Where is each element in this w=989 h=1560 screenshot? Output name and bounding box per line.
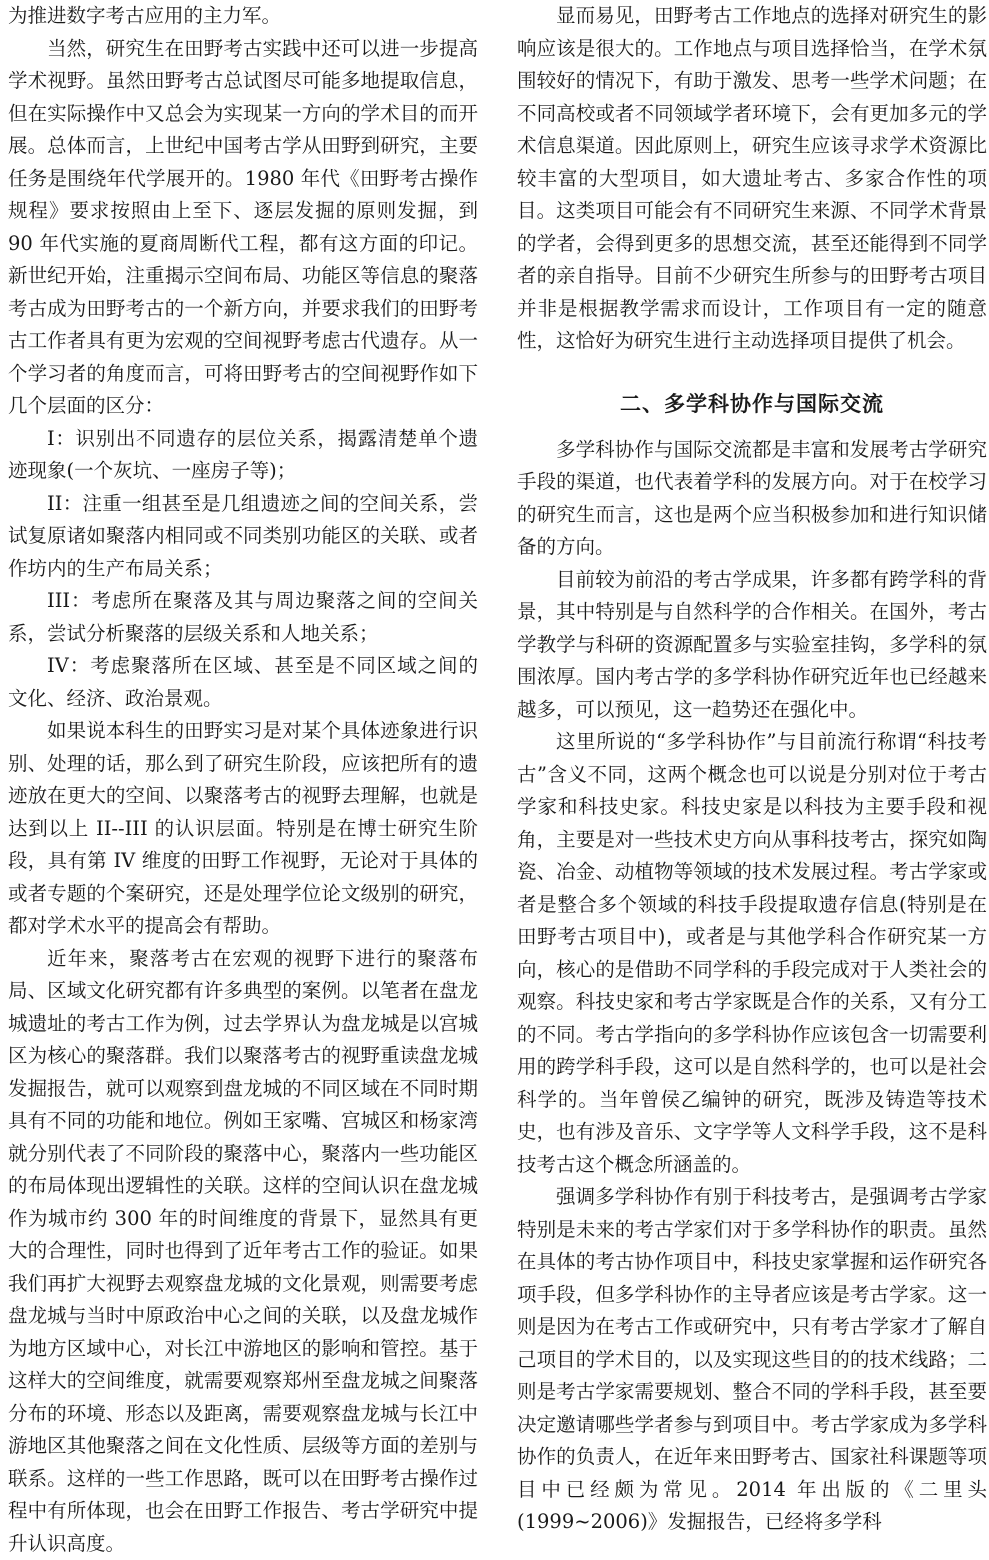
- left-text-column: [8, 0, 478, 1560]
- list-item: IV：考虑聚落所在区域、甚至是不同区域之间的文化、经济、政治景观。: [8, 650, 478, 715]
- list-item: I：识别出不同遗存的层位关系，揭露清楚单个遗迹现象(一个灰坑、一座房子等)；: [8, 423, 478, 488]
- paragraph: 如果说本科生的田野实习是对某个具体迹象进行识别、处理的话，那么到了研究生阶段，应该把所有的遗迹放在更大的空间、以聚落考古的视野去理解，也就是达到以上 II--III 的认识层面。特别是在博士研究生阶段，具有第 IV 维度的田野工作视野，无论对于具体的或者专题的个案研究，还是处理学位论文级别的研究，都对学术水平的提高会有帮助。: [8, 715, 478, 943]
- paragraph: 这里所说的“多学科协作”与目前流行称谓“科技考古”含义不同，这两个概念也可以说是分别对位于考古学家和科技史家。科技史家是以科技为主要手段和视角，主要是对一些技术史方向从事科技考古，探究如陶瓷、冶金、动植物等领域的技术发展过程。考古学家或者是整合多个领域的科技手段提取遗存信息(特别是在田野考古项目中)，或者是与其他学科合作研究某一方向，核心的是借助不同学科的手段完成对于人类社会的观察。科技史家和考古学家既是合作的关系，又有分工的不同。考古学指向的多学科协作应该包含一切需要利用的跨学科手段，这可以是自然科学的，也可以是社会科学的。当年曾侯乙编钟的研究，既涉及铸造等技术史，也有涉及音乐、文字学等人文科学手段，这不是科技考古这个概念所涵盖的。: [517, 726, 987, 1181]
- paragraph: 目前较为前沿的考古学成果，许多都有跨学科的背景，其中特别是与自然科学的合作相关。在国外，考古学教学与科研的资源配置多与实验室挂钩，多学科的氛围浓厚。国内考古学的多学科协作研究近年也已经越来越多，可以预见，这一趋势还在强化中。: [517, 564, 987, 727]
- section-heading: 二、多学科协作与国际交流: [517, 388, 987, 420]
- list-item: II：注重一组甚至是几组遗迹之间的空间关系，尝试复原诸如聚落内相同或不同类别功能区的关联、或者作坊内的生产布局关系；: [8, 488, 478, 586]
- right-text-column: [517, 0, 987, 1539]
- paragraph: 当然，研究生在田野考古实践中还可以进一步提高学术视野。虽然田野考古总试图尽可能多地提取信息，但在实际操作中又总会为实现某一方向的学术目的而开展。总体而言，上世纪中国考古学从田野到研究，主要任务是围绕年代学展开的。1980 年代《田野考古操作规程》要求按照由上至下、逐层发掘的原则发掘，到 90 年代实施的夏商周断代工程，都有这方面的印记。新世纪开始，注重揭示空间布局、功能区等信息的聚落考古成为田野考古的一个新方向，并要求我们的田野考古工作者具有更为宏观的空间视野考虑古代遗存。从一个学习者的角度而言，可将田野考古的空间视野作如下几个层面的区分：: [8, 33, 478, 423]
- paragraph: 近年来，聚落考古在宏观的视野下进行的聚落布局、区域文化研究都有许多典型的案例。以笔者在盘龙城遗址的考古工作为例，过去学界认为盘龙城是以宫城区为核心的聚落群。我们以聚落考古的视野重读盘龙城发掘报告，就可以观察到盘龙城的不同区域在不同时期具有不同的功能和地位。例如王家嘴、宫城区和杨家湾就分别代表了不同阶段的聚落中心，聚落内一些功能区的布局体现出逻辑性的关联。这样的空间认识在盘龙城作为城市约 300 年的时间维度的背景下，显然具有更大的合理性，同时也得到了近年考古工作的验证。如果我们再扩大视野去观察盘龙城的文化景观，则需要考虑盘龙城与当时中原政治中心之间的关联，以及盘龙城作为地方区域中心，对长江中游地区的影响和管控。基于这样大的空间维度，就需要观察郑州至盘龙城之间聚落分布的环境、形态以及距离，需要观察盘龙城与长江中游地区其他聚落之间在文化性质、层级等方面的差别与联系。这样的一些工作思路，既可以在田野考古操作过程中有所体现，也会在田野工作报告、考古学研究中提升认识高度。: [8, 943, 478, 1560]
- paragraph: 为推进数字考古应用的主力军。: [8, 0, 478, 33]
- paragraph: 显而易见，田野考古工作地点的选择对研究生的影响应该是很大的。工作地点与项目选择恰当，在学术氛围较好的情况下，有助于激发、思考一些学术问题；在不同高校或者不同领域学者环境下，会有更加多元的学术信息渠道。因此原则上，研究生应该寻求学术资源比较丰富的大型项目，如大遗址考古、多家合作性的项目。这类项目可能会有不同研究生来源、不同学术背景的学者，会得到更多的思想交流，甚至还能得到不同学者的亲自指导。目前不少研究生所参与的田野考古项目并非是根据教学需求而设计，工作项目有一定的随意性，这恰好为研究生进行主动选择项目提供了机会。: [517, 0, 987, 358]
- right-column-bottom-section: [517, 434, 987, 1539]
- paragraph: 多学科协作与国际交流都是丰富和发展考古学研究手段的渠道，也代表着学科的发展方向。对于在校学习的研究生而言，这也是两个应当积极参加和进行知识储备的方向。: [517, 434, 987, 564]
- paragraph: 强调多学科协作有别于科技考古，是强调考古学家特别是未来的考古学家们对于多学科协作的职责。虽然在具体的考古协作项目中，科技史家掌握和运作研究各项手段，但多学科协作的主导者应该是考古学家。这一则是因为在考古工作或研究中，只有考古学家才了解自己项目的学术目的，以及实现这些目的的技术线路；二则是考古学家需要规划、整合不同的学科手段，甚至要决定邀请哪些学者参与到项目中。考古学家成为多学科协作的负责人，在近年来田野考古、国家社科课题等项目中已经颇为常见。2014 年出版的《二里头(1999~2006)》发掘报告，已经将多学科: [517, 1181, 987, 1539]
- right-column-top-section: [517, 0, 987, 358]
- list-item: III：考虑所在聚落及其与周边聚落之间的空间关系，尝试分析聚落的层级关系和人地关系；: [8, 585, 478, 650]
